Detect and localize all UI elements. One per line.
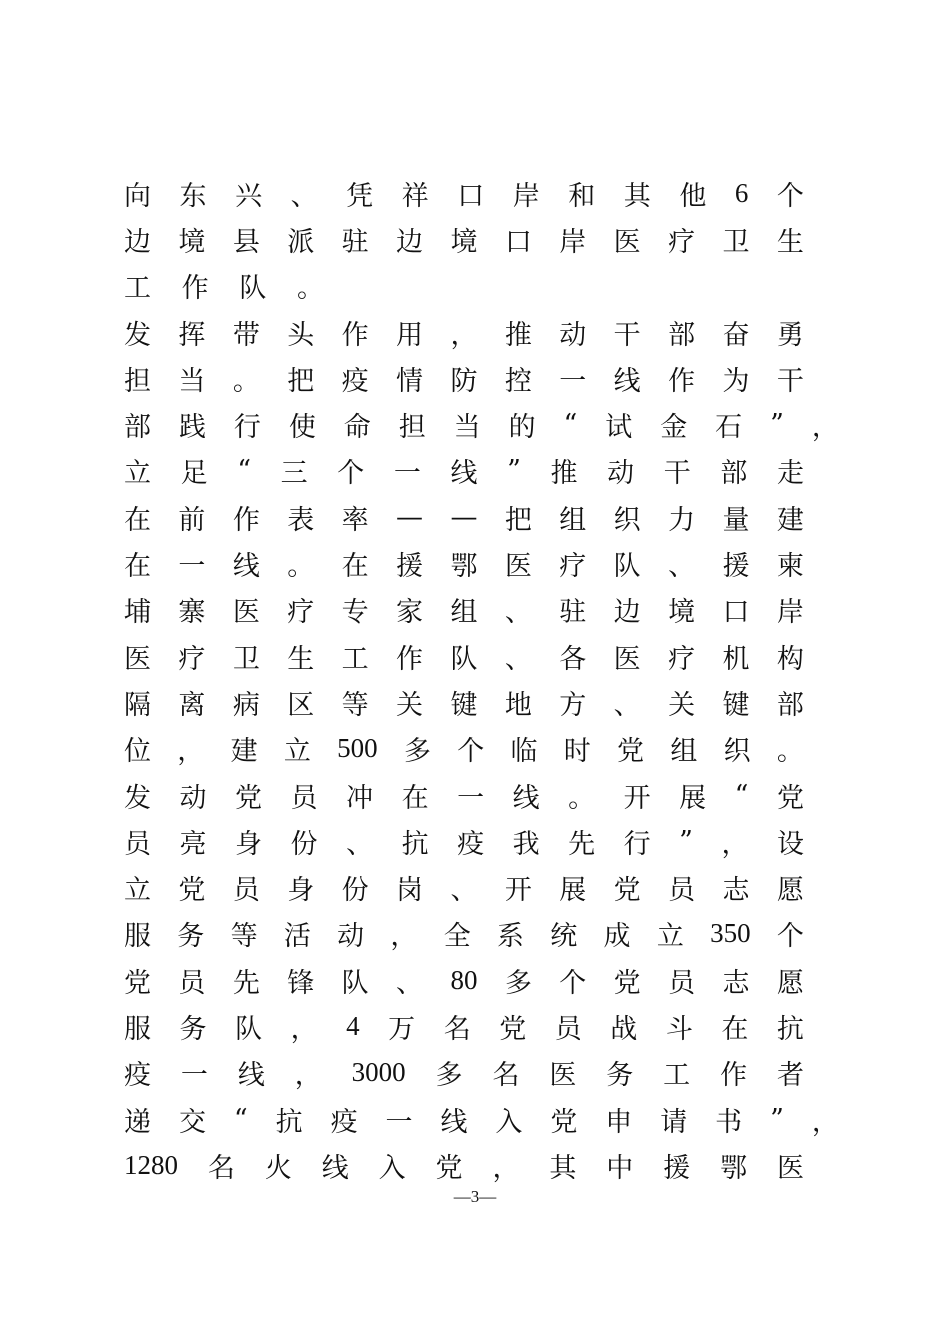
text-line: 递 交 “ 抗 疫 一 线 入 党 申 请 书 ” ， [124, 1103, 839, 1138]
text-line: 在 前 作 表 率 — — 把 组 织 力 量 建 [124, 501, 804, 536]
text-line: 在 一 线 。 在 援 鄂 医 疗 队 、 援 柬 [124, 551, 804, 583]
page-number: —3— [453, 1187, 497, 1206]
text-line: 埔 寨 医 疗 专 家 组 、 驻 边 境 口 岸 [124, 597, 804, 629]
text-line: 立 足 “ 三 个 一 线 ” 推 动 干 部 走 [124, 455, 804, 490]
text-line: 员 亮 身 份 、 抗 疫 我 先 行 ” ， 设 [124, 825, 804, 860]
text-line: 党 员 先 锋 队 、 80 多 个 党 员 志 愿 [124, 964, 804, 999]
text-line: 发 挥 带 头 作 用 ， 推 动 干 部 奋 勇 [124, 319, 804, 351]
text-line: 部 践 行 使 命 担 当 的 “ 试 金 石 ” ， [124, 409, 839, 444]
text-line: 担 当 。 把 疫 情 防 控 一 线 作 为 干 [124, 365, 804, 397]
text-line: 发 动 党 员 冲 在 一 线 。 开 展 “ 党 [124, 779, 804, 814]
text-line: 立 党 员 身 份 岗 、 开 展 党 员 志 愿 [124, 875, 804, 907]
text-line: 服 务 队 ， 4 万 名 党 员 战 斗 在 抗 [124, 1010, 804, 1045]
text-line: 疫 一 线 ， 3000 多 名 医 务 工 作 者 [124, 1057, 804, 1092]
text-line: 位 ， 建 立 500 多 个 临 时 党 组 织 。 [124, 733, 804, 768]
text-line: 边 境 县 派 驻 边 境 口 岸 医 疗 卫 生 [124, 226, 804, 258]
text-line: 向 东 兴 、 凭 祥 口 岸 和 其 他 6 个 [124, 177, 804, 212]
text-line: 医 疗 卫 生 工 作 队 、 各 医 疗 机 构 [124, 643, 804, 675]
text-line: 服 务 等 活 动 ， 全 系 统 成 立 350 个 [124, 918, 804, 953]
text-line: 隔 离 病 区 等 关 键 地 方 、 关 键 部 [124, 689, 804, 721]
text-line: 1280 名 火 线 入 党 ， 其 中 援 鄂 医 [124, 1149, 804, 1184]
body-text [124, 170, 844, 1189]
text-line: 工 作 队 。 [124, 273, 324, 305]
